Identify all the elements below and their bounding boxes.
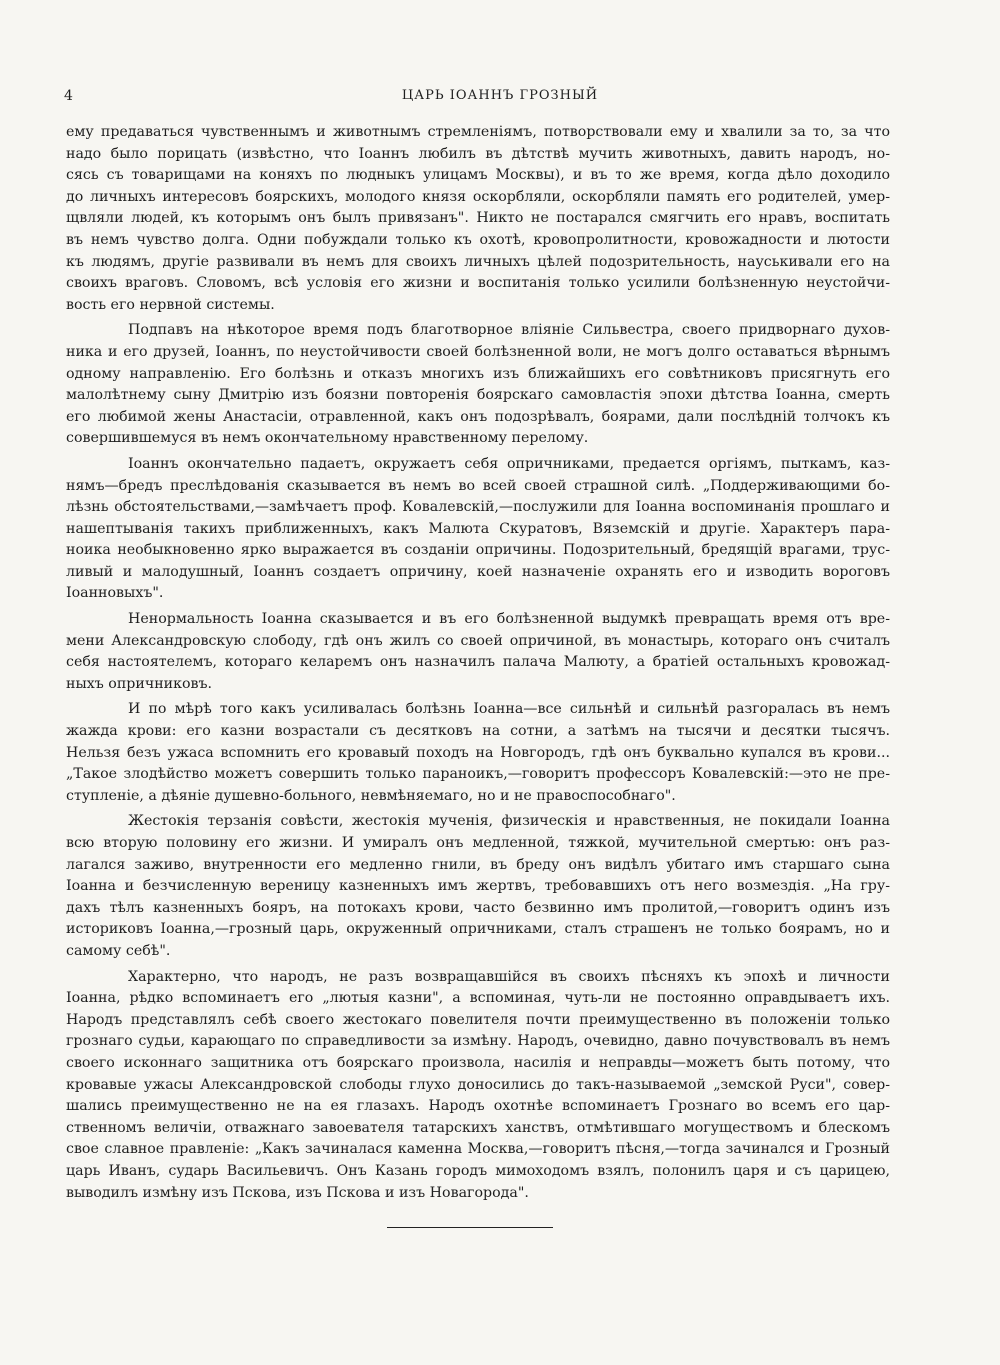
text-line: шались преимущественно не на ея глазахъ. Народъ охотнѣе вспоминаетъ Грознаго во всемъ его цар-	[66, 1098, 890, 1115]
body-text	[66, 122, 890, 1204]
text-line: его любимой жены Анастасіи, отравленной, какъ онъ подозрѣвалъ, боярами, дали послѣдній толчокъ къ	[66, 408, 890, 425]
text-line: одному направленію. Его болѣзнь и отказъ многихъ изъ ближайшихъ его совѣтниковъ присягнуть его	[66, 365, 890, 382]
text-line: самому себѣ".	[66, 942, 171, 959]
text-line: ливый и малодушный, Іоаннъ создаетъ опричину, коей назначеніе охранять его и изводить вороговъ	[66, 563, 890, 580]
text-line: царь Иванъ, сударь Васильевичъ. Онъ Казань городъ мимоходомъ взялъ, полонилъ царя и съ царицею,	[66, 1162, 890, 1179]
text-line: щвляли людей, къ которымъ онъ былъ привязанъ". Никто не постарался смягчить его нравъ, воспитать	[66, 210, 890, 227]
text-line: ему предаваться чувственнымъ и животнымъ стремленіямъ, потворствовали ему и хвалили за то, за что	[66, 124, 890, 140]
paragraph	[66, 320, 890, 450]
text-line: Характерно, что народъ, не разъ возвращавшійся въ своихъ пѣсняхъ къ эпохѣ и личности	[128, 968, 890, 985]
text-line: въ немъ чувство долга. Одни побуждали только къ охотѣ, кровопролитности, кровожадности и лютости	[66, 231, 890, 248]
text-line: Жестокія терзанія совѣсти, жестокія мученія, физическія и нравственныя, не покидали Іоанна	[128, 813, 890, 830]
page-number: 4	[64, 88, 73, 104]
text-line: лѣзнь обстоятельствами,—замѣчаетъ проф. Ковалевскій,—послужили для Іоанна воспоминанія прошлаго и	[66, 499, 890, 516]
text-line: грознаго судьи, карающаго по справедливости за измѣну. Народъ, очевидно, давно почувствовалъ въ немъ	[66, 1033, 890, 1050]
text-line: своего исконнаго защитника отъ боярскаго произвола, насилія и неправды—можетъ быть потому, что	[66, 1054, 890, 1071]
text-line: дахъ тѣлъ казненныхъ бояръ, на потокахъ крови, часто безвинно имъ пролитой,—говоритъ одинъ изъ	[66, 899, 890, 916]
running-head: ЦАРЬ ІОАННЪ ГРОЗНЫЙ	[401, 88, 599, 103]
text-line: малолѣтнему сыну Дмитрію изъ боязни повторенія боярскаго самовластія эпохи дѣтства Іоанна, смерть	[66, 387, 890, 404]
text-line: Народъ представлялъ себѣ своего жестокаго повелителя почти преимущественно въ положеніи только	[66, 1011, 890, 1028]
text-line: Іоанна и безчисленную вереницу казненныхъ имъ жертвъ, требовавшихъ отъ него возмездія. „На гру-	[66, 878, 890, 895]
text-line: надо было порицать (извѣстно, что Іоаннъ любилъ въ дѣтствѣ мучить животныхъ, давить народъ, но-	[66, 145, 890, 162]
paragraph	[66, 122, 890, 316]
paragraph	[66, 811, 890, 962]
text-line: всю вторую половину его жизни. И умиралъ онъ медленной, тяжкой, мучительной смертью: онъ раз-	[66, 835, 890, 851]
text-line: вость его нервной системы.	[66, 296, 275, 313]
text-line: совершившемуся въ немъ окончательному нравственному перелому.	[66, 430, 589, 447]
text-line: сясь съ товарищами на коняхъ по людныкъ улицамъ Москвы), и въ то же время, когда дѣло доходило	[66, 167, 890, 184]
text-line: лагался заживо, внутренности его медленно гнили, въ бреду онъ видѣлъ убитаго имъ старшаго сына	[66, 856, 890, 873]
text-line: Нельзя безъ ужаса вспомнить его кровавый походъ на Новгородъ, гдѣ онъ буквально купался въ крови...	[66, 744, 890, 761]
text-line: нашептыванія такихъ приближенныхъ, какъ Малюта Скуратовъ, Вяземскій и другіе. Характеръ пара-	[66, 520, 890, 537]
text-line: себя настоятелемъ, котораго келаремъ онъ назначилъ палача Малюту, а братіей остальныхъ кровожад-	[66, 654, 890, 671]
text-line: выводилъ измѣну изъ Пскова, изъ Пскова и изъ Новагорода".	[66, 1184, 529, 1201]
text-line: ственномъ величіи, отважнаго завоевателя татарскихъ ханствъ, отмѣтившаго могуществомъ и блескомъ	[66, 1119, 890, 1136]
text-line: Ненормальность Іоанна сказывается и въ его болѣзненной выдумкѣ превращать время отъ вре-	[128, 611, 890, 628]
paragraph	[66, 699, 890, 807]
paragraph	[66, 967, 890, 1205]
text-line: Іоаннъ окончательно падаетъ, окружаетъ себя опричниками, предается оргіямъ, пыткамъ, каз-	[128, 455, 890, 472]
text-line: своихъ враговъ. Словомъ, всѣ условія его жизни и воспитанія только усилили болѣзненную неустойчи-	[66, 275, 890, 292]
text-line: Подпавъ на нѣкоторое время подъ благотворное вліяніе Сильвестра, своего придворнаго духов-	[128, 322, 890, 339]
text-line: свое славное правленіе: „Какъ зачиналася каменна Москва,—говоритъ пѣсня,—тогда зачинался и Грозный	[66, 1141, 890, 1158]
text-line: ноика необыкновенно ярко выражается въ созданіи опричины. Подозрительный, бредящій врагами, трус-	[66, 542, 890, 559]
text-line: Іоанновыхъ".	[66, 585, 164, 602]
text-line: ныхъ опричниковъ.	[66, 675, 213, 692]
section-end-rule	[387, 1227, 553, 1228]
text-line: мени Александровскую слободу, гдѣ онъ жилъ со своей опричиной, въ монастырь, котораго онъ считалъ	[66, 632, 890, 649]
text-line: нямъ—бредъ преслѣдованія сказывается въ немъ во всей своей страшной силѣ. „Поддерживающими бо-	[66, 477, 890, 494]
paragraph	[66, 454, 890, 605]
text-line: кровавые ужасы Александровской слободы глухо доносились до такъ-называемой „земской Руси", совер-	[66, 1076, 890, 1093]
text-line: ника и его друзей, Іоаннъ, по неустойчивости своей болѣзненной воли, не могъ долго оставаться вѣрнымъ	[66, 343, 890, 360]
text-line: историковъ Іоанна,—грозный царь, окруженный опричниками, сталъ страшенъ не только боярамъ, но и	[66, 921, 890, 938]
text-line: къ людямъ, другіе развивали въ немъ для своихъ личныхъ цѣлей подозрительность, науськивали его на	[66, 253, 890, 270]
text-line: „Такое злодѣйство можетъ совершить только параноикъ,—говоритъ профессоръ Ковалевскій:—это не пре-	[66, 766, 890, 783]
text-line: И по мѣрѣ того какъ усиливалась болѣзнь Іоанна—все сильнѣй и сильнѣй разгоралась въ немъ	[128, 701, 890, 718]
text-line: жажда крови: его казни возрастали съ десятковъ на сотни, а затѣмъ на тысячи и десятки тысячъ.	[66, 723, 890, 740]
text-line: до личныхъ интересовъ боярскихъ, молодого князя оскорбляли, оскорбляли память его родителей, умер-	[66, 188, 890, 205]
paragraph	[66, 609, 890, 695]
text-line: ступленіе, а дѣяніе душевно-больного, невмѣняемаго, но и не правоспособнаго".	[66, 787, 676, 804]
text-line: Іоанна, рѣдко вспоминаетъ его „лютыя казни", а вспоминая, чуть-ли не постоянно оправдываетъ ихъ.	[66, 990, 890, 1007]
